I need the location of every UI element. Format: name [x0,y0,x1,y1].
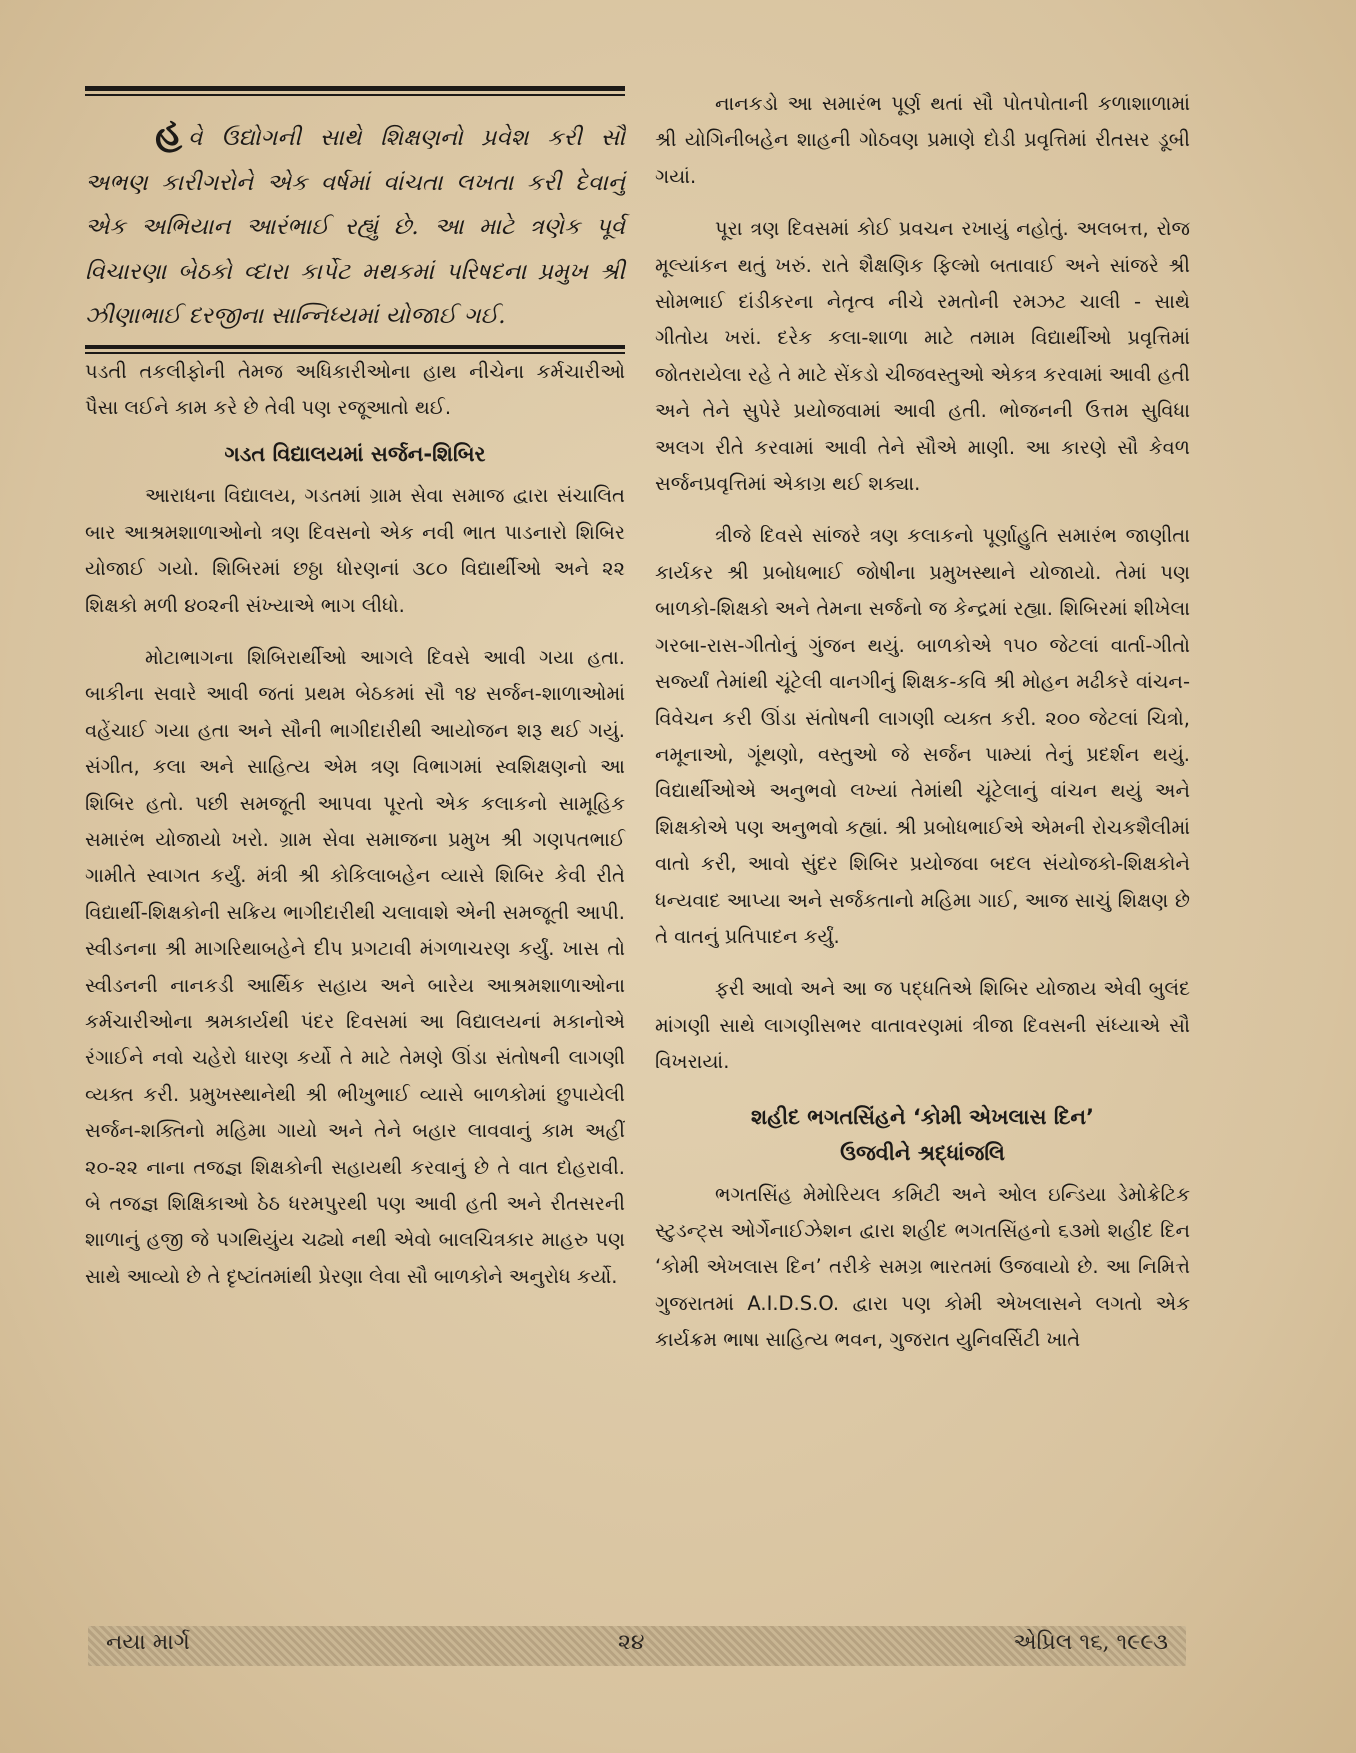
drop-cap: હ [155,109,183,154]
article-paragraph: નાનકડો આ સમારંભ પૂર્ણ થતાં સૌ પોતપોતાની કળાશાળામાં શ્રી યોગિનીબહેન શાહની ગોઠવણ પ્રમાણે દોડી પ્રવૃત્તિમાં રીતસર ડૂબી ગયાં. [655,92,1190,188]
page-number: ૨૪ [618,1630,645,1655]
boxed-note-text: વે ઉદ્યોગની સાથે શિક્ષણનો પ્રવેશ કરી સૌ અભણ કારીગરોને એક વર્ષમાં વાંચતા લખતા કરી દેવાનું એક અભિયાન આરંભાઈ રહ્યું છે. આ માટે ત્રણેક પૂર્વ વિચારણા બેઠકો વ્દારા કાર્પેટ મથકમાં પરિષદના પ્રમુખ શ્રી ઝીણાભાઈ દરજીના સાન્નિધ્યમાં યોજાઈ ગઈ. [85,125,625,329]
article-heading-bhagatsingh-line2: ઉજવીને શ્રદ્ધાંજલિ [840,1140,1005,1165]
left-column [85,86,625,1295]
article-paragraph: ભગતસિંહ મેમોરિયલ કમિટી અને ઓલ ઇન્ડિયા ડેમોક્રેટિક સ્ટુડન્ટ્સ ઓર્ગેનાઈઝેશન દ્વારા શહીદ ભગતસિંહનો ૬૩મો શહીદ દિન ‘કોમી એખલાસ દિન’ તરીકે સમગ્ર ભારતમાં ઉજવાયો છે. આ નિમિત્તે ગુજરાતમાં A.I.D.S.O. દ્વારા પણ કોમી એખલાસને લગતો એક કાર્યક્રમ ભાષા સાહિત્ય ભવન, ગુજરાત યુનિવર્સિટી ખાતે [655,1182,1190,1352]
issue-date: એપ્રિલ ૧૬, ૧૯૯૩ [1013,1630,1168,1655]
page-footer [88,1626,1186,1666]
article-heading-bhagatsingh-line1: શહીદ ભગતસિંહને ‘કોમી એખલાસ દિન’ [751,1104,1094,1129]
boxed-note [85,110,625,339]
magazine-name: નયા માર્ગ [106,1630,190,1655]
top-rule [85,86,625,91]
boxed-note-bottom-rule [85,345,625,349]
article-paragraph: ત્રીજે દિવસે સાંજરે ત્રણ કલાકનો પૂર્ણાહુતિ સમારંભ જાણીતા કાર્યકર શ્રી પ્રબોધભાઈ જોષીના પ્રમુખસ્થાને યોજાયો. તેમાં પણ બાળકો-શિક્ષકો અને તેમના સર્જનો જ કેન્દ્રમાં રહ્યા. શિબિરમાં શીખેલા ગરબા-રાસ-ગીતોનું ગુંજન થયું. બાળકોએ ૧૫૦ જેટલાં વાર્તા-ગીતો સર્જ્યાં તેમાંથી ચૂંટેલી વાનગીનું શિક્ષક-કવિ શ્રી મોહન મઢીકરે વાંચન-વિવેચન કરી ઊંડા સંતોષની લાગણી વ્યક્ત કરી. ૨૦૦ જેટલાં ચિત્રો, નમૂનાઓ, ગૂંથણો, વસ્તુઓ જે સર્જન પામ્યાં તેનું પ્રદર્શન થયું. વિદ્યાર્થીઓએ અનુભવો લખ્યાં તેમાંથી ચૂંટેલાનું વાંચન થયું અને શિક્ષકોએ પણ અનુભવો કહ્યાં. શ્રી પ્રબોધભાઈએ એમની રોચકશૈલીમાં વાતો કરી, આવો સુંદર શિબિર પ્રયોજવા બદલ સંયોજકો-શિક્ષકોને ધન્યવાદ આપ્યા અને સર્જકતાનો મહિમા ગાઈ, આજ સાચું શિક્ષણ છે તે વાતનું પ્રતિપાદન કર્યું. [655,524,1190,948]
article-paragraph: મોટાભાગના શિબિરાર્થીઓ આગલે દિવસે આવી ગયા હતા. બાકીના સવારે આવી જતાં પ્રથમ બેઠકમાં સૌ ૧૪ સર્જન-શાળાઓમાં વહેંચાઈ ગયા હતા અને સૌની ભાગીદારીથી આયોજન શરૂ થઈ ગયું. સંગીત, કલા અને સાહિત્ય એમ ત્રણ વિભાગમાં સ્વશિક્ષણનો આ શિબિર હતો. પછી સમજૂતી આપવા પૂરતો એક કલાકનો સામૂહિક સમારંભ યોજાયો ખરો. ગ્રામ સેવા સમાજના પ્રમુખ શ્રી ગણપતભાઈ ગામીતે સ્વાગત કર્યું. મંત્રી શ્રી કોકિલાબહેન વ્યાસે શિબિર કેવી રીતે વિદ્યાર્થી-શિક્ષકોની સક્રિય ભાગીદારીથી ચલાવાશે એની સમજૂતી આપી. સ્વીડનના શ્રી માગરિથાબહેને દીપ પ્રગટાવી મંગળાચરણ કર્યું. ખાસ તો સ્વીડનની નાનકડી આર્થિક સહાય અને બારેય આશ્રમશાળાઓના કર્મચારીઓના શ્રમકાર્યથી પંદર દિવસમાં આ વિદ્યાલયનાં મકાનોએ રંગાઈને નવો ચહેરો ધારણ કર્યો તે માટે તેમણે ઊંડા સંતોષની લાગણી વ્યક્ત કરી. પ્રમુખસ્થાનેથી શ્રી ભીખુભાઈ વ્યાસે બાળકોમાં છુપાયેલી સર્જન-શક્તિનો મહિમા ગાયો અને તેને બહાર લાવવાનું કામ અહીં ૨૦-૨૨ નાના તજજ્ઞ શિક્ષકોની સહાયથી કરવાનું છે તે વાત દોહરાવી. બે તજજ્ઞ શિક્ષિકાઓ ઠેઠ ધરમપુરથી પણ આવી હતી અને રીતસરની શાળાનું હજી જે પગથિયુંય ચઢ્યો નથી એવો બાલચિત્રકાર માહરુ પણ સાથે આવ્યો છે તે દૃષ્ટાંતમાંથી પ્રેરણા લેવા સૌ બાળકોને અનુરોધ કર્યો. [85,645,625,1288]
article-paragraph: પૂરા ત્રણ દિવસમાં કોઈ પ્રવચન રખાયું નહોતું. અલબત્ત, રોજ મૂલ્યાંકન થતું ખરું. રાતે શૈક્ષણિક ફિલ્મો બતાવાઈ અને સાંજરે શ્રી સોમભાઈ દાંડીકરના નેતૃત્વ નીચે રમતોની રમઝટ ચાલી - સાથે ગીતોય ખરાં. દરેક કલા-શાળા માટે તમામ વિદ્યાર્થીઓ પ્રવૃત્તિમાં જોતરાયેલા રહે તે માટે સેંકડો ચીજવસ્તુઓ એકત્ર કરવામાં આવી હતી અને તેને સુપેરે પ્રયોજવામાં આવી હતી. ભોજનની ઉત્તમ સુવિધા અલગ રીતે કરવામાં આવી તેને સૌએ માણી. આ કારણે સૌ કેવળ સર્જનપ્રવૃત્તિમાં એકાગ્ર થઈ શક્યા. [655,217,1190,496]
article-paragraph: ફરી આવો અને આ જ પદ્ધતિએ શિબિર યોજાય એવી બુલંદ માંગણી સાથે લાગણીસભર વાતાવરણમાં ત્રીજા દિવસની સંધ્યાએ સૌ વિખરાયાં. [655,977,1190,1074]
right-column [655,86,1190,1359]
top-rule-thin [85,94,625,96]
continued-paragraph: પડતી તકલીફોની તેમજ અધિકારીઓના હાથ નીચેના કર્મચારીઓ પૈસા લઈને કામ કરે છે તેવી પણ રજૂઆતો થઈ. [85,359,625,419]
article-paragraph: આરાધના વિદ્યાલય, ગડતમાં ગ્રામ સેવા સમાજ દ્વારા સંચાલિત બાર આશ્રમશાળાઓનો ત્રણ દિવસનો એક નવી ભાત પાડનારો શિબિર યોજાઈ ગયો. શિબિરમાં છઠ્ઠા ધોરણનાં ૩૮૦ વિદ્યાર્થીઓ અને ૨૨ શિક્ષકો મળી ૪૦૨ની સંખ્યાએ ભાગ લીધો. [85,484,625,617]
article-heading-gadat: ગડત વિદ્યાલયમાં સર્જન-શિબિર [224,442,486,467]
